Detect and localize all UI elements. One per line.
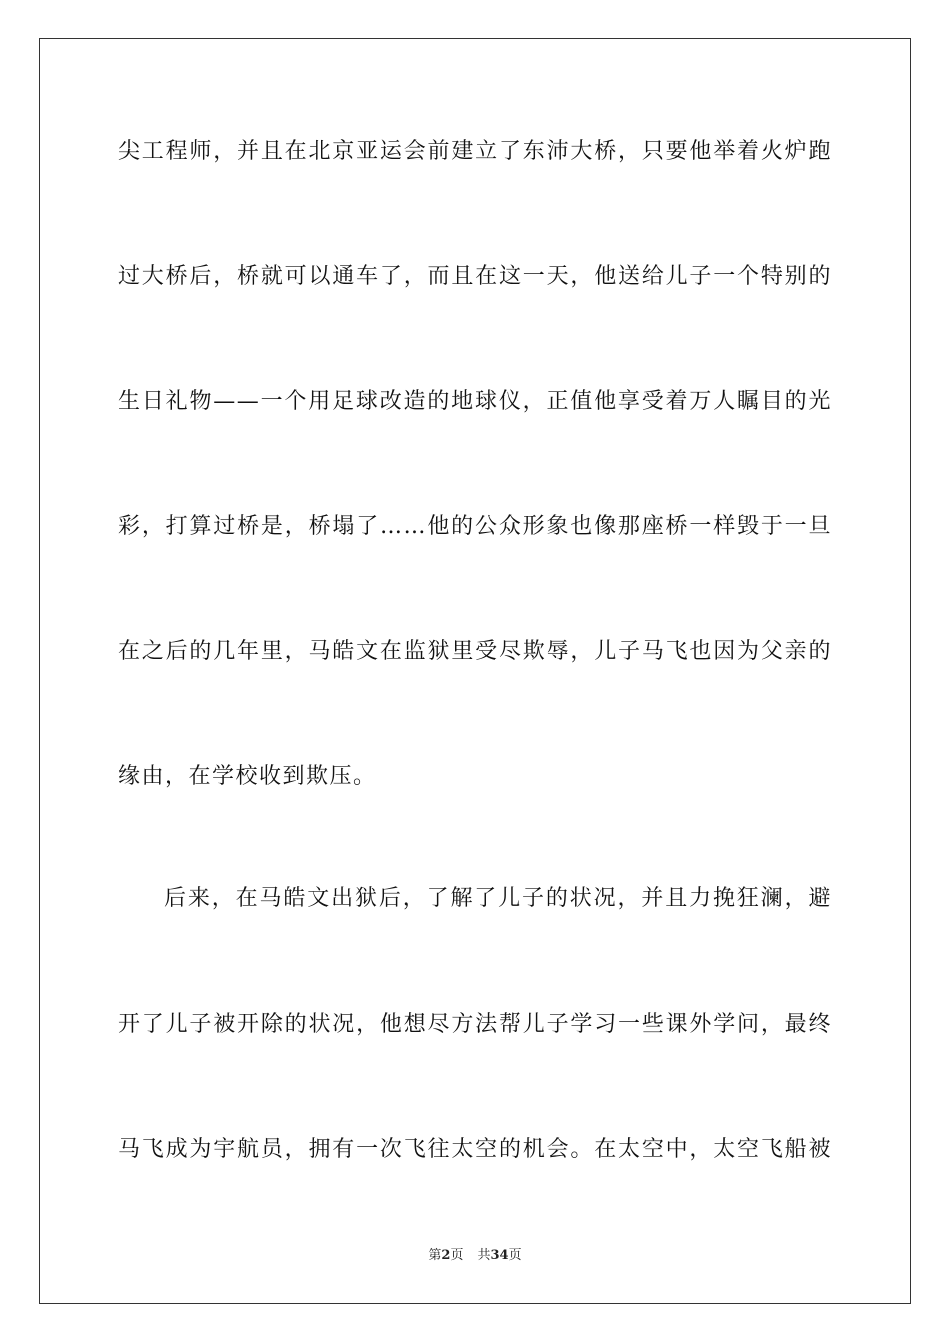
footer-page-number: 2 <box>441 1248 451 1263</box>
footer-page-suffix: 页 <box>450 1248 464 1263</box>
text-line-7-paragraph-start: 后来，在马皓文出狱后，了解了儿子的状况，并且力挽狂澜，避 <box>164 886 832 911</box>
text-line-9: 马飞成为宇航员，拥有一次飞往太空的机会。在太空中，太空飞船被 <box>118 1137 832 1162</box>
footer-total-prefix: 共 <box>477 1248 491 1263</box>
page-border <box>39 38 911 1304</box>
footer-page-prefix: 第 <box>428 1248 442 1263</box>
page-footer <box>0 1247 950 1265</box>
footer-total-suffix: 页 <box>508 1248 522 1263</box>
footer-total-number: 34 <box>490 1248 509 1263</box>
text-line-1: 尖工程师，并且在北京亚运会前建立了东沛大桥，只要他举着火炉跑 <box>118 139 832 164</box>
text-line-6: 缘由，在学校收到欺压。 <box>118 764 377 789</box>
text-line-5: 在之后的几年里，马皓文在监狱里受尽欺辱，儿子马飞也因为父亲的 <box>118 639 832 664</box>
text-line-3: 生日礼物——一个用足球改造的地球仪，正值他享受着万人瞩目的光 <box>118 389 832 414</box>
text-line-2: 过大桥后，桥就可以通车了，而且在这一天，他送给儿子一个特别的 <box>118 264 832 289</box>
text-line-8: 开了儿子被开除的状况，他想尽方法帮儿子学习一些课外学问，最终 <box>118 1012 832 1037</box>
text-line-4: 彩，打算过桥是，桥塌了……他的公众形象也像那座桥一样毁于一旦 <box>118 514 832 539</box>
